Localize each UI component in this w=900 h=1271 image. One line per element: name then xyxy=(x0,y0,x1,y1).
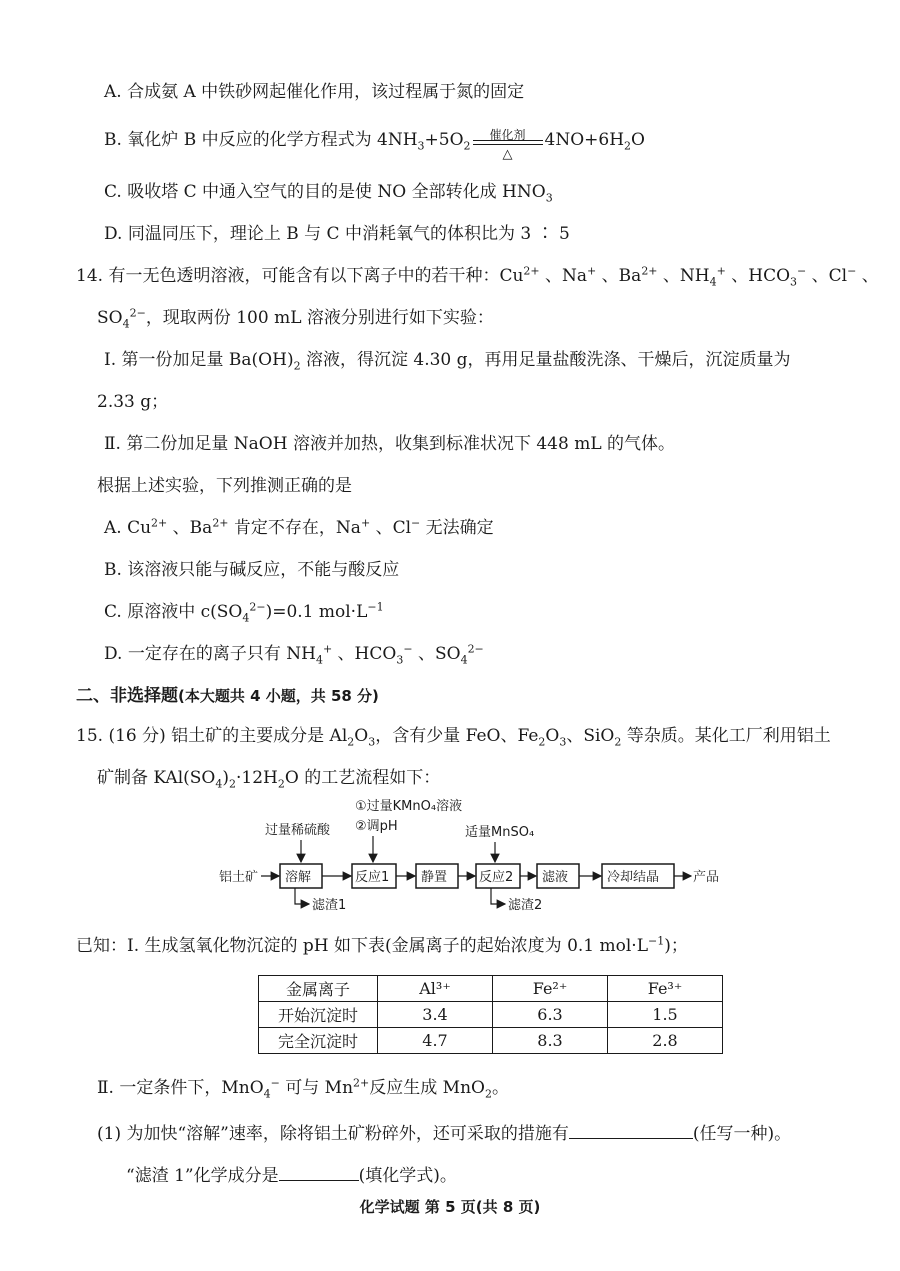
q14-option-c: C. 原溶液中 $c(SO_4^{2-})=0.1$ $mol\cdot L^{-1}$ xyxy=(104,600,384,625)
box-dissolve-label: 溶解 xyxy=(285,870,312,885)
q15-stem-tail: 等杂质。某化工厂利用铝土 xyxy=(621,726,831,746)
reagent-kmno4: ①过量KMnO₄溶液 xyxy=(355,799,463,814)
q14-option-b: B. 该溶液只能与碱反应，不能与酸反应 xyxy=(104,560,400,580)
q14-experiment-2: Ⅱ. 第二份加足量 NaOH 溶液并加热，收集到标准状况下 448 mL 的气体。 xyxy=(104,434,676,454)
table-cell: 8.3 xyxy=(493,1028,608,1054)
q15-stem-line2-tail: O 的工艺流程如下： xyxy=(284,768,441,788)
q15-sub1b-suffix: (填化学式)。 xyxy=(358,1166,457,1186)
heat-symbol: △ xyxy=(502,146,513,162)
residue1-label: 滤渣1 xyxy=(312,898,347,913)
q13-option-b-o: O xyxy=(631,130,645,150)
reagent-sulfuric-acid: 过量稀硫酸 xyxy=(265,823,331,838)
arrow-residue2 xyxy=(491,888,505,904)
q14-stem-line2-text: ，现取两份 100 mL 溶液分别进行如下实验： xyxy=(145,308,494,328)
residue2-label: 滤渣2 xyxy=(508,898,543,913)
known-1-text: 已知：Ⅰ. 生成氢氧化物沉淀的 pH 如下表(金属离子的起始浓度为 0.1 mol·L xyxy=(76,936,648,956)
arrow-residue1 xyxy=(295,888,309,904)
q13-option-c: C. 吸收塔 C 中通入空气的目的是使 NO 全部转化成 $HNO_3$ xyxy=(104,182,553,205)
q14-exp1-text: Ⅰ. 第一份加足量 Ba(OH) xyxy=(104,350,294,370)
box-reaction2-label: 反应2 xyxy=(479,870,514,885)
known-condition-1: 已知：Ⅰ. 生成氢氧化物沉淀的 pH 如下表(金属离子的起始浓度为 0.1 $mol\cdot L^{-1}$)； xyxy=(76,934,688,956)
q14-option-c-text: C. 原溶液中 c(SO xyxy=(104,602,243,622)
q14-stem-text: 14. 有一无色透明溶液，可能含有以下离子中的若干种：Cu xyxy=(76,266,524,286)
q14-experiment-1-cont: 2.33 g； xyxy=(97,392,169,412)
q13-option-d: D. 同温同压下，理论上 B 与 C 中消耗氧气的体积比为 3 ∶ 5 xyxy=(104,224,570,244)
answer-blank-1[interactable] xyxy=(569,1120,693,1139)
q13-option-b-o2: +5O xyxy=(424,130,464,150)
table-cell: 开始沉淀时 xyxy=(259,1002,378,1028)
q14-stem-line2: $SO_4^{2-}$，现取两份 100 mL 溶液分别进行如下实验： xyxy=(97,306,494,331)
q15-stem-line2: 矿制备 $KAl(SO_4)_2\cdot 12H_2O$ 的工艺流程如下： xyxy=(97,768,441,791)
section-2-note: (本大题共 4 小题，共 58 分) xyxy=(178,687,379,705)
q13-option-b-text: B. 氧化炉 B 中反应的化学方程式为 4NH xyxy=(104,130,418,150)
flow-svg xyxy=(215,790,735,920)
table-cell: 4.7 xyxy=(378,1028,493,1054)
table-row xyxy=(259,1028,723,1054)
q13-option-a: A. 合成氨 A 中铁砂网起催化作用，该过程属于氮的固定 xyxy=(104,82,525,102)
q15-sub1b-text: “滤渣 1”化学成分是 xyxy=(126,1166,279,1186)
reaction-condition-arrow xyxy=(471,127,545,162)
table-cell: 1.5 xyxy=(608,1002,723,1028)
q13-option-b: B. 氧化炉 B 中反应的化学方程式为 $4NH_3+5O_2$ 催化剂 △ $4NO+6H_2O$ xyxy=(104,128,645,153)
q13-option-b-products: 4NO+6H xyxy=(544,130,625,150)
q15-sub1b xyxy=(126,1162,457,1188)
known-condition-2: Ⅱ. 一定条件下，MnO$_4$− 可与 $Mn^{2+}$反应生成 MnO$_2$。 xyxy=(97,1076,509,1101)
flow-end-product: 产品 xyxy=(693,870,720,885)
known-2-tail: 反应生成 MnO xyxy=(369,1078,485,1098)
q15-product-formula: 矿制备 KAl(SO xyxy=(97,768,216,788)
q13-option-c-text: C. 吸收塔 C 中通入空气的目的是使 NO 全部转化成 HNO xyxy=(104,182,546,202)
reagent-adjust-ph: ②调pH xyxy=(355,819,398,834)
q15-sub1 xyxy=(97,1120,791,1146)
process-flow-diagram xyxy=(215,790,735,920)
q15-sub1-text: (1) 为加快“溶解”速率，除将铝土矿粉碎外，还可采取的措施有 xyxy=(97,1124,569,1144)
table-header-cell: 金属离子 xyxy=(259,976,378,1002)
box-reaction1-label: 反应1 xyxy=(355,870,390,885)
q14-so4-label: SO xyxy=(97,308,123,328)
q15-stem-line1: 15. (16 分) 铝土矿的主要成分是 $Al_2O_3$，含有少量 FeO、$Fe_2O_3$、SiO$_2$ 等杂质。某化工厂利用铝土 xyxy=(76,726,831,749)
catalyst-label: 催化剂 xyxy=(489,127,526,142)
q14-option-a-text: A. Cu xyxy=(104,518,152,538)
section-2-title: 二、非选择题 xyxy=(76,686,178,706)
table-header-cell: Al³⁺ xyxy=(378,976,493,1002)
page-footer: 化学试题 第 5 页(共 8 页) xyxy=(359,1198,541,1216)
box-settle-label: 静置 xyxy=(421,870,448,885)
known-2-text: Ⅱ. 一定条件下，MnO xyxy=(97,1078,264,1098)
known-2-mn: 可与 Mn xyxy=(279,1078,354,1098)
table-header-cell: Fe³⁺ xyxy=(608,976,723,1002)
ph-table xyxy=(258,975,723,1054)
table-cell: 完全沉淀时 xyxy=(259,1028,378,1054)
q15-stem-text: 15. (16 分) 铝土矿的主要成分是 Al xyxy=(76,726,348,746)
q14-option-a: A. $Cu^{2+}$ 、$Ba^{2+}$ 肯定不存在，Na+ 、Cl− 无法确定 xyxy=(104,516,494,538)
q14-option-d: D. 一定存在的离子只有 $NH_4^+$ 、$HCO_3^-$ 、$SO_4^{2-}$ xyxy=(104,642,484,667)
section-2-heading xyxy=(76,684,379,708)
box-filtrate-label: 滤液 xyxy=(542,870,569,885)
table-header-cell: Fe²⁺ xyxy=(493,976,608,1002)
reagent-mnso4: 适量MnSO₄ xyxy=(465,825,535,840)
answer-blank-2[interactable] xyxy=(279,1162,359,1181)
q14-question: 根据上述实验，下列推测正确的是 xyxy=(97,476,352,496)
table-row xyxy=(259,976,723,1002)
table-row xyxy=(259,1002,723,1028)
q14-exp1-rest: 溶液，得沉淀 4.30 g，再用足量盐酸洗涤、干燥后，沉淀质量为 xyxy=(300,350,791,370)
flow-start-bauxite: 铝土矿 xyxy=(219,870,259,885)
q14-stem-line1: 14. 有一无色透明溶液，可能含有以下离子中的若干种：$Cu^{2+}$ 、Na+ 、$Ba^{2+}$ 、$NH_4^+$ 、$HCO_3^-$ 、Cl− 、 xyxy=(76,264,879,289)
table-cell: 6.3 xyxy=(493,1002,608,1028)
q14-option-d-text: D. 一定存在的离子只有 NH xyxy=(104,644,316,664)
q14-experiment-1: Ⅰ. 第一份加足量 $Ba(OH)_2$ 溶液，得沉淀 4.30 g，再用足量盐酸洗涤、干燥后，沉淀质量为 xyxy=(104,350,791,373)
table-cell: 2.8 xyxy=(608,1028,723,1054)
q15-hydrate: ·12H xyxy=(236,768,278,788)
q15-sub1-suffix: (任写一种)。 xyxy=(692,1124,792,1144)
table-cell: 3.4 xyxy=(378,1002,493,1028)
q15-stem-impurities: ，含有少量 FeO、Fe xyxy=(375,726,539,746)
box-crystallize-label: 冷却结晶 xyxy=(607,870,660,885)
